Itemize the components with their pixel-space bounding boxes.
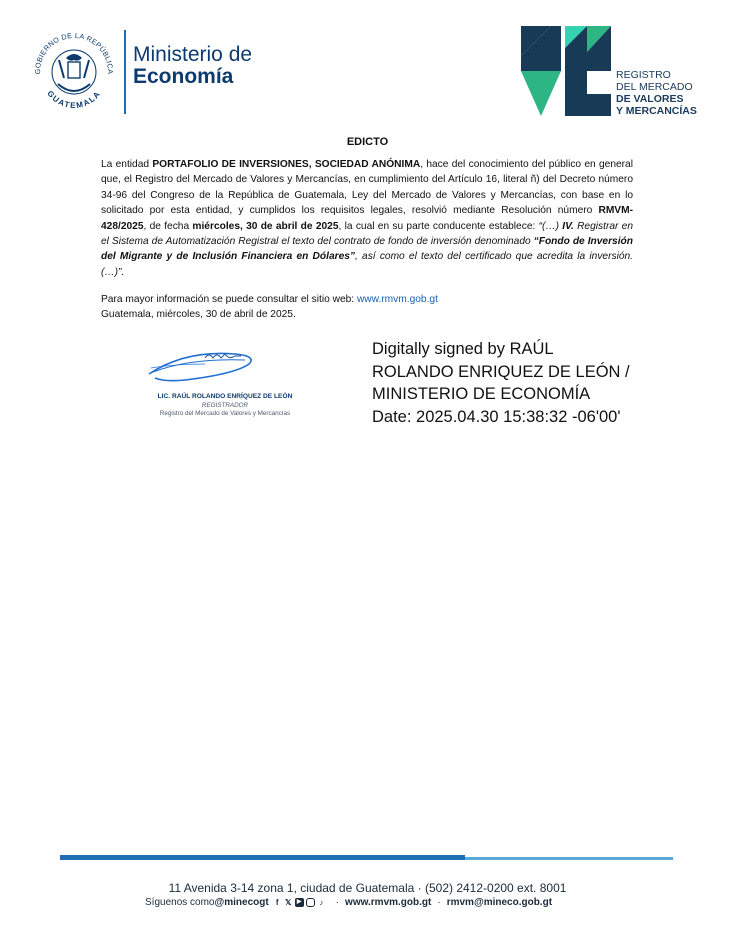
info-text: Para mayor información se puede consultar el sitio web: [101, 294, 357, 305]
guatemala-coat-of-arms-seal [28, 26, 120, 118]
signer-institution: Registro del Mercado de Valores y Mercancías [159, 410, 291, 417]
separator-dot: · [335, 897, 340, 908]
quote-run: , así como el texto del certificado que acredita la inversión. (…)”. [101, 251, 633, 278]
seal-ring-bottom-text: GUATEMALA [45, 88, 103, 111]
header-divider [124, 30, 126, 114]
footer-address: 11 Avenida 3-14 zona 1, ciudad de Guatemala · (502) 2412-0200 ext. 8001 [168, 881, 567, 895]
ministry-name-bold: Economía [133, 65, 234, 88]
footer-bar-dark [60, 855, 465, 860]
info-block [101, 292, 438, 323]
resolution-date: miércoles, 30 de abril de 2025 [192, 220, 339, 232]
text-run: , hace del conocimiento del público en general que, el Registro del Mercado de Valores y Mercancías, en cumplimiento del Artículo 16, literal ñ) del Decreto número 34-96 del Congreso de la República de Guatemala, Ley del Mercado de Valores y Mercancías, con base en lo solicitado por esta entidad, y cumplidos los requisitos legales, resolvió mediante Resolución número [101, 159, 633, 217]
quote-run: “(…) [538, 220, 563, 232]
footer-contact [145, 897, 552, 908]
x-icon[interactable]: 𝕏 [284, 898, 292, 907]
youtube-icon[interactable]: ▶ [295, 898, 304, 907]
rmvm-line-2: DEL MERCADO [616, 81, 693, 93]
facebook-icon[interactable]: f [275, 898, 279, 907]
svg-text:GUATEMALA [45, 89, 102, 110]
website-link[interactable]: www.rmvm.gob.gt [356, 294, 438, 305]
svg-text:GOBIERNO DE LA REPÚBLICA [33, 31, 115, 74]
quote-run: Registrar en el Sistema de Automatización Registral el texto del contrato de fondo de inversión denominado [101, 220, 634, 248]
handwritten-signature [145, 344, 265, 386]
rmvm-line-1: REGISTRO [616, 69, 671, 81]
signer-role: REGISTRADOR [201, 402, 249, 409]
info-line [101, 292, 438, 307]
digital-signature-block [372, 338, 630, 428]
social-icons [273, 898, 326, 907]
footer-website[interactable]: www.rmvm.gob.gt [345, 897, 432, 908]
tiktok-icon[interactable]: ♪ [319, 898, 324, 907]
digital-signature-line: Digitally signed by RAÚL [372, 340, 554, 358]
rmvm-line-4: Y MERCANCÍAS [616, 105, 697, 117]
text-run: La entidad [101, 159, 153, 170]
text-run: , de fecha [143, 220, 193, 232]
edict-paragraph [101, 157, 633, 280]
digital-signature-line: MINISTERIO DE ECONOMÍA [372, 385, 591, 403]
document-title: EDICTO [346, 136, 389, 148]
fund-name: “Fondo de Inversión del Migrante y de Inclusión Financiera en Dólares” [101, 236, 633, 263]
instagram-icon[interactable] [306, 898, 315, 907]
place-date: Guatemala, miércoles, 30 de abril de 2025. [101, 309, 296, 321]
rmvm-line-3: DE VALORES [616, 93, 684, 105]
seal-ring-top-text: GOBIERNO DE LA REPÚBLICA [32, 30, 116, 75]
entity-name: PORTAFOLIO DE INVERSIONES, SOCIEDAD ANÓNIMA [152, 159, 421, 170]
rmvm-logo-text [616, 69, 697, 117]
digital-signature-line: ROLANDO ENRIQUEZ DE LEÓN / [372, 362, 630, 381]
social-handle[interactable]: @minecogt [214, 897, 269, 908]
text-run: , la cual en su parte conducente establece: [338, 220, 539, 232]
rmvm-logo-mark [521, 26, 611, 116]
digital-signature-date: Date: 2025.04.30 15:38:32 -06'00' [372, 407, 621, 426]
footer-email[interactable]: rmvm@mineco.gob.gt [446, 897, 553, 908]
signer-name: LIC. RAÚL ROLANDO ENRÍQUEZ DE LEÓN [157, 393, 293, 400]
follow-label: Síguenos como [145, 897, 215, 908]
resolution-number: RMVM-428/2025 [101, 205, 633, 232]
quote-section-number: IV. [562, 220, 574, 232]
separator-dot: · [437, 897, 441, 908]
ministry-name: Ministerio de [133, 43, 253, 66]
